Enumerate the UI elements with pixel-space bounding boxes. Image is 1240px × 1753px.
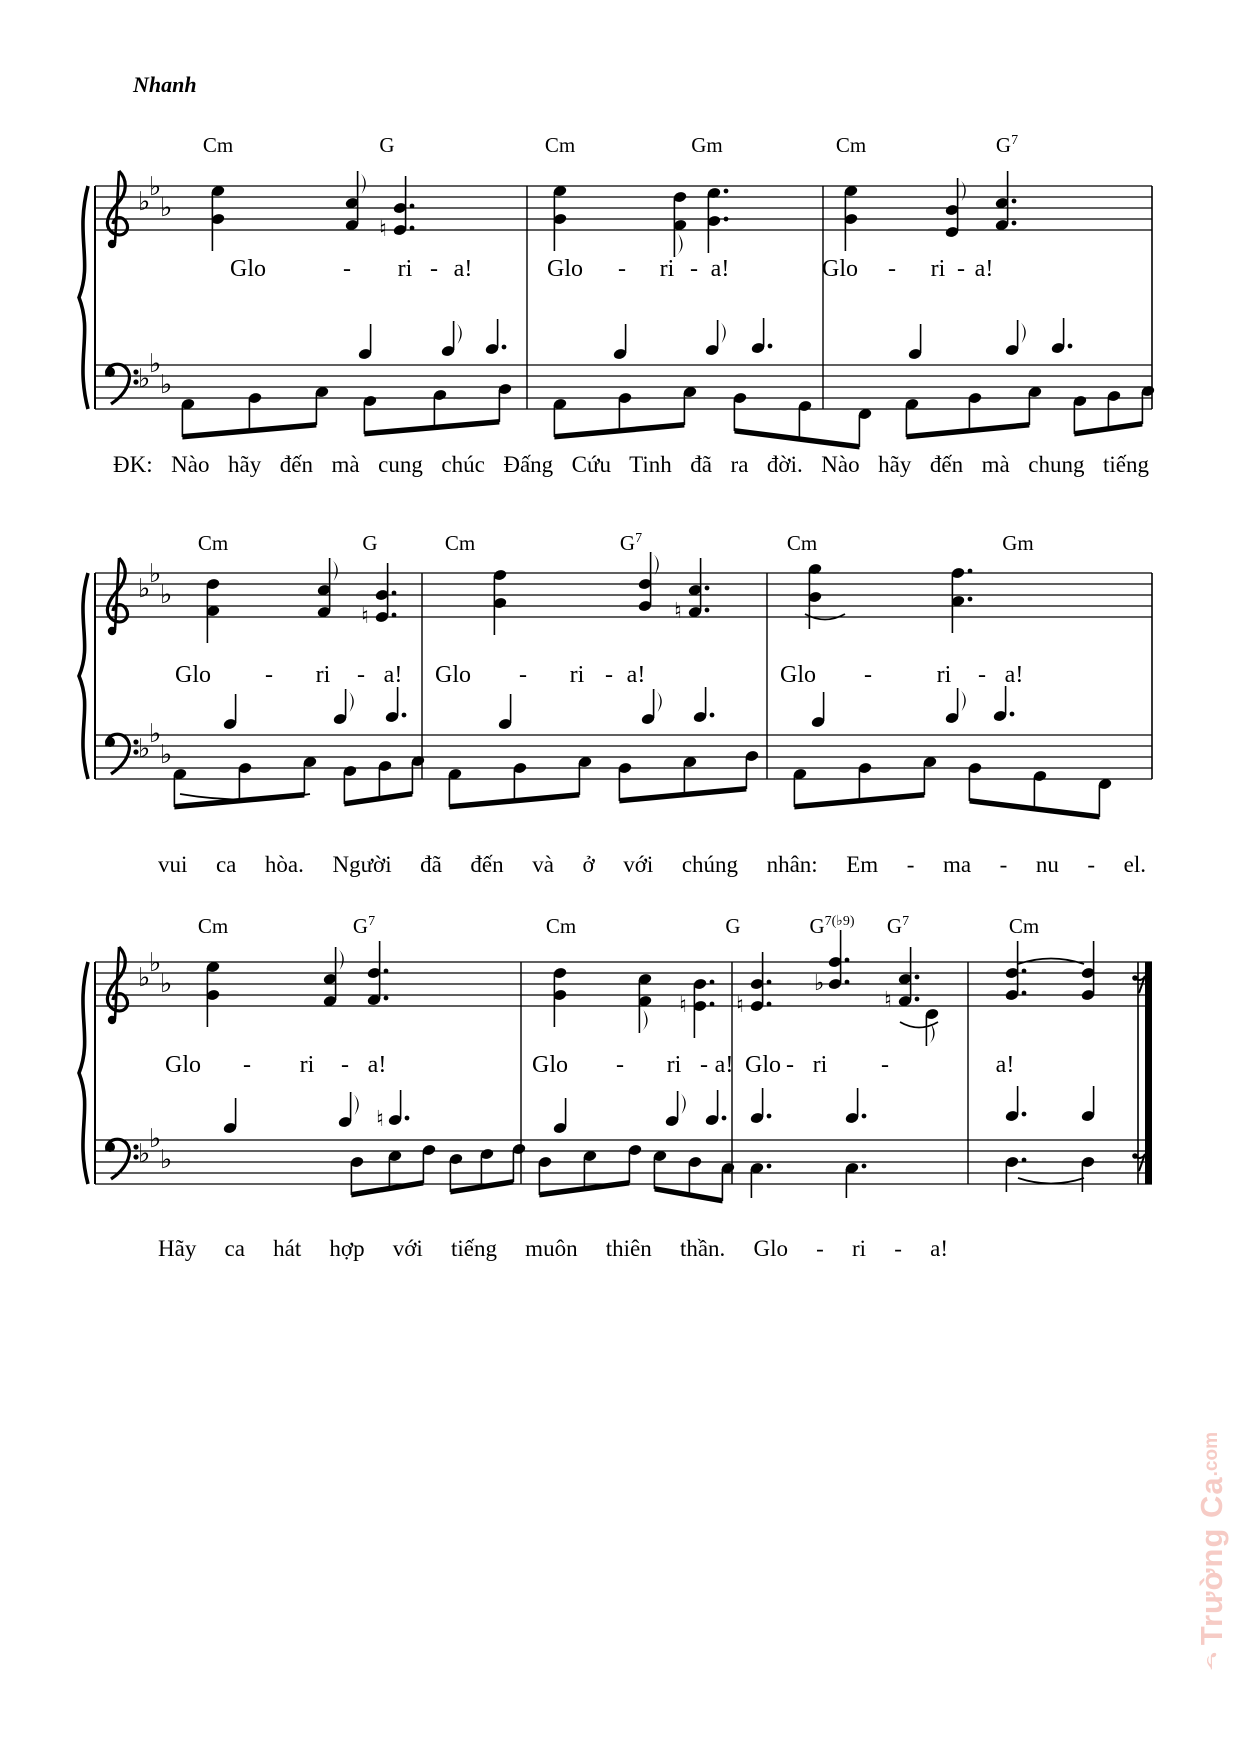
accidental: ♮ bbox=[376, 1106, 384, 1131]
refrain-line-3-text: Hãy ca hát hợp với tiếng muôn thiên thần. Glo - ri - a! bbox=[158, 1236, 948, 1261]
accidental: ♮ bbox=[679, 992, 687, 1017]
flat-sign: ♭ bbox=[160, 580, 173, 609]
flat-sign: ♭ bbox=[160, 740, 173, 769]
eighth-flag bbox=[454, 321, 462, 344]
chord-symbol: Cm bbox=[197, 914, 229, 938]
system-1 bbox=[79, 133, 1155, 450]
watermark-text bbox=[1194, 1432, 1230, 1678]
lyric-syllable: a! bbox=[995, 1052, 1015, 1078]
tempo-marking: Nhanh bbox=[133, 72, 197, 97]
lyric-syllable: ri bbox=[936, 662, 952, 688]
lyric-syllable: Glo bbox=[532, 1052, 568, 1078]
augmentation-dot bbox=[845, 980, 850, 985]
watermark-brand: Trường Ca bbox=[1194, 1476, 1229, 1646]
eighth-flag bbox=[639, 1010, 647, 1033]
chord-symbol: G bbox=[362, 531, 378, 555]
beam bbox=[734, 428, 859, 450]
flat-sign: ♭ bbox=[149, 559, 162, 588]
lyric-syllable: - bbox=[343, 256, 351, 282]
accidental: ♭ bbox=[814, 970, 825, 995]
eighth-flag bbox=[651, 552, 659, 575]
flat-sign: ♭ bbox=[149, 172, 162, 201]
system-brace bbox=[79, 573, 88, 779]
augmentation-dot bbox=[1010, 712, 1015, 717]
accidental: ♮ bbox=[736, 992, 744, 1017]
augmentation-dot bbox=[392, 591, 397, 596]
eighth-flag bbox=[718, 320, 726, 343]
lyric-syllable: Glo bbox=[745, 1052, 781, 1078]
lyric-syllable: ri bbox=[397, 256, 413, 282]
augmentation-dot bbox=[392, 613, 397, 618]
chord-symbol: Cm bbox=[545, 914, 577, 938]
eighth-flag bbox=[678, 1091, 686, 1114]
lyric-syllable: - bbox=[978, 662, 986, 688]
lyric-syllable: a! bbox=[453, 256, 473, 282]
augmentation-dot bbox=[710, 980, 715, 985]
lyric-syllable: Glo bbox=[165, 1052, 201, 1078]
refrain-line-2 bbox=[158, 852, 1146, 878]
flat-sign: ♭ bbox=[138, 734, 151, 763]
treble-clef-icon bbox=[108, 1016, 116, 1024]
chord-symbol: Cm bbox=[197, 531, 229, 555]
refrain-line-1 bbox=[113, 452, 1149, 478]
augmentation-dot bbox=[862, 1164, 867, 1169]
flat-sign: ♭ bbox=[138, 963, 151, 992]
watermark bbox=[1194, 1369, 1230, 1741]
chord-symbol: Gm bbox=[1002, 531, 1034, 555]
augmentation-dot bbox=[862, 1114, 867, 1119]
augmentation-dot bbox=[768, 344, 773, 349]
chord-symbol: $G^7$ bbox=[886, 914, 910, 938]
system-2 bbox=[79, 531, 1152, 820]
augmentation-dot bbox=[1022, 1112, 1027, 1117]
augmentation-dot bbox=[502, 345, 507, 350]
flat-sign: ♭ bbox=[160, 1145, 173, 1174]
accidental: ♮ bbox=[379, 216, 387, 241]
augmentation-dot bbox=[710, 713, 715, 718]
chord-symbol: $G^{7(♭9)}$ bbox=[809, 914, 855, 938]
eighth-flag bbox=[654, 689, 662, 712]
flat-sign: ♭ bbox=[160, 193, 173, 222]
augmentation-dot bbox=[767, 1114, 772, 1119]
augmentation-dot bbox=[915, 997, 920, 1002]
refrain-line-1-text: ĐK: Nào hãy đến mà cung chúc Đấng Cứu Tinh đã ra đời. Nào hãy đến mà chung tiếng bbox=[113, 452, 1149, 477]
system-brace bbox=[79, 962, 88, 1184]
augmentation-dot bbox=[405, 1116, 410, 1121]
lyric-syllable: ri bbox=[666, 1052, 682, 1078]
lyric-syllable: - bbox=[616, 1052, 624, 1078]
chord-symbol: Cm bbox=[202, 133, 234, 157]
lyric-syllable: - bbox=[888, 256, 896, 282]
lyric-syllable: - bbox=[265, 662, 273, 688]
eighth-flag bbox=[958, 688, 966, 711]
beam bbox=[619, 786, 746, 804]
refrain-line-2-text: vui ca hòa. Người đã đến và ở với chúng nhân: Em - ma - nu - el. bbox=[158, 852, 1146, 877]
eighth-flag bbox=[351, 1092, 359, 1115]
lyric-syllable: - bbox=[243, 1052, 251, 1078]
chord-symbol: Cm bbox=[444, 531, 476, 555]
final-barline-thick bbox=[1145, 962, 1152, 1184]
accidental: ♮ bbox=[884, 987, 892, 1012]
augmentation-dot bbox=[767, 1164, 772, 1169]
lyric-syllable: - bbox=[864, 662, 872, 688]
augmentation-dot bbox=[724, 189, 729, 194]
flat-sign: ♭ bbox=[160, 370, 173, 399]
lyric-syllable: ri bbox=[812, 1052, 828, 1078]
lyric-syllable: - bbox=[341, 1052, 349, 1078]
lyric-syllable: - bbox=[357, 662, 365, 688]
lyric-syllable: ri bbox=[315, 662, 331, 688]
treble-clef-icon bbox=[108, 240, 116, 248]
lyric-syllable: - bbox=[618, 256, 626, 282]
augmentation-dot bbox=[915, 975, 920, 980]
flat-sign: ♭ bbox=[149, 349, 162, 378]
augmentation-dot bbox=[1012, 199, 1017, 204]
treble-clef-icon bbox=[108, 627, 116, 635]
beam bbox=[344, 791, 412, 807]
lyric-syllable: Glo bbox=[822, 256, 858, 282]
system-3 bbox=[79, 914, 1152, 1204]
lyric-syllable: a! bbox=[974, 256, 994, 282]
flat-sign: ♭ bbox=[138, 187, 151, 216]
chord-symbol: Cm bbox=[835, 133, 867, 157]
tie-slur bbox=[1018, 1178, 1084, 1184]
augmentation-dot bbox=[767, 980, 772, 985]
augmentation-dot bbox=[724, 217, 729, 222]
lyric-syllable: ri bbox=[930, 256, 946, 282]
flat-sign: ♭ bbox=[138, 574, 151, 603]
lyric-syllable: - bbox=[957, 256, 965, 282]
eighth-flag bbox=[336, 947, 344, 970]
augmentation-dot bbox=[845, 958, 850, 963]
chord-symbol: Gm bbox=[691, 133, 723, 157]
accidental: ♮ bbox=[674, 598, 682, 623]
augmentation-dot bbox=[410, 204, 415, 209]
augmentation-dot bbox=[705, 586, 710, 591]
chord-symbol: Cm bbox=[544, 133, 576, 157]
eighth-flag bbox=[674, 234, 682, 257]
eighth-flag bbox=[346, 689, 354, 712]
augmentation-dot bbox=[1022, 969, 1027, 974]
eighth-flag bbox=[358, 171, 366, 194]
lyric-syllable: - bbox=[700, 1052, 708, 1078]
beam bbox=[364, 419, 499, 437]
flat-sign: ♭ bbox=[149, 1124, 162, 1153]
augmentation-dot bbox=[710, 1002, 715, 1007]
augmentation-dot bbox=[402, 713, 407, 718]
augmentation-dot bbox=[705, 608, 710, 613]
lyric-syllable: - bbox=[519, 662, 527, 688]
flat-sign: ♭ bbox=[138, 364, 151, 393]
lyric-syllable: - bbox=[690, 256, 698, 282]
lyric-syllable: a! bbox=[710, 256, 730, 282]
tie-slur bbox=[1018, 959, 1084, 965]
lyric-syllable: - bbox=[786, 1052, 794, 1078]
augmentation-dot bbox=[767, 1002, 772, 1007]
augmentation-dot bbox=[722, 1116, 727, 1121]
lyric-syllable: - bbox=[430, 256, 438, 282]
augmentation-dot bbox=[968, 597, 973, 602]
augmentation-dot bbox=[1022, 1158, 1027, 1163]
flat-sign: ♭ bbox=[149, 719, 162, 748]
lyric-syllable: Glo bbox=[435, 662, 471, 688]
chord-symbol: G bbox=[725, 914, 741, 938]
accidental: ♮ bbox=[361, 603, 369, 628]
chord-symbol: G bbox=[379, 133, 395, 157]
beam bbox=[351, 1180, 423, 1198]
flat-sign: ♭ bbox=[138, 1139, 151, 1168]
lyric-syllable: a! bbox=[1004, 662, 1024, 688]
lyric-syllable: a! bbox=[626, 662, 646, 688]
eighth-flag bbox=[1018, 320, 1026, 343]
lyric-syllable: Glo bbox=[780, 662, 816, 688]
lyric-syllable: a! bbox=[714, 1052, 734, 1078]
augmentation-dot bbox=[384, 969, 389, 974]
lyric-syllable: ri bbox=[569, 662, 585, 688]
lyric-syllable: Glo bbox=[547, 256, 583, 282]
lyric-syllable: Glo bbox=[230, 256, 266, 282]
chord-symbol: $G^7$ bbox=[352, 914, 376, 938]
chord-symbol: $G^7$ bbox=[619, 531, 643, 555]
lyric-syllable: - bbox=[605, 662, 613, 688]
lyric-syllable: ri bbox=[299, 1052, 315, 1078]
augmentation-dot bbox=[410, 226, 415, 231]
chord-symbol: Cm bbox=[786, 531, 818, 555]
augmentation-dot bbox=[384, 996, 389, 1001]
system-brace bbox=[79, 186, 88, 409]
lyric-syllable: Glo bbox=[175, 662, 211, 688]
augmentation-dot bbox=[1068, 344, 1073, 349]
lyric-syllable: ri bbox=[659, 256, 675, 282]
beam bbox=[654, 1186, 722, 1204]
lyric-syllable: - bbox=[881, 1052, 889, 1078]
watermark-domain-suffix: .com bbox=[1201, 1431, 1222, 1477]
augmentation-dot bbox=[968, 569, 973, 574]
chord-symbol: $G^7$ bbox=[995, 133, 1019, 157]
chord-symbol: Cm bbox=[1008, 914, 1040, 938]
augmentation-dot bbox=[1012, 221, 1017, 226]
augmentation-dot bbox=[1022, 991, 1027, 996]
refrain-line-3 bbox=[158, 1236, 948, 1262]
flat-sign: ♭ bbox=[149, 948, 162, 977]
lyric-syllable: a! bbox=[383, 662, 403, 688]
beam bbox=[906, 422, 1029, 440]
flat-sign: ♭ bbox=[160, 969, 173, 998]
lyric-syllable: a! bbox=[367, 1052, 387, 1078]
music-note-icon: ♪ bbox=[1195, 1645, 1228, 1679]
eighth-flag bbox=[330, 558, 338, 581]
